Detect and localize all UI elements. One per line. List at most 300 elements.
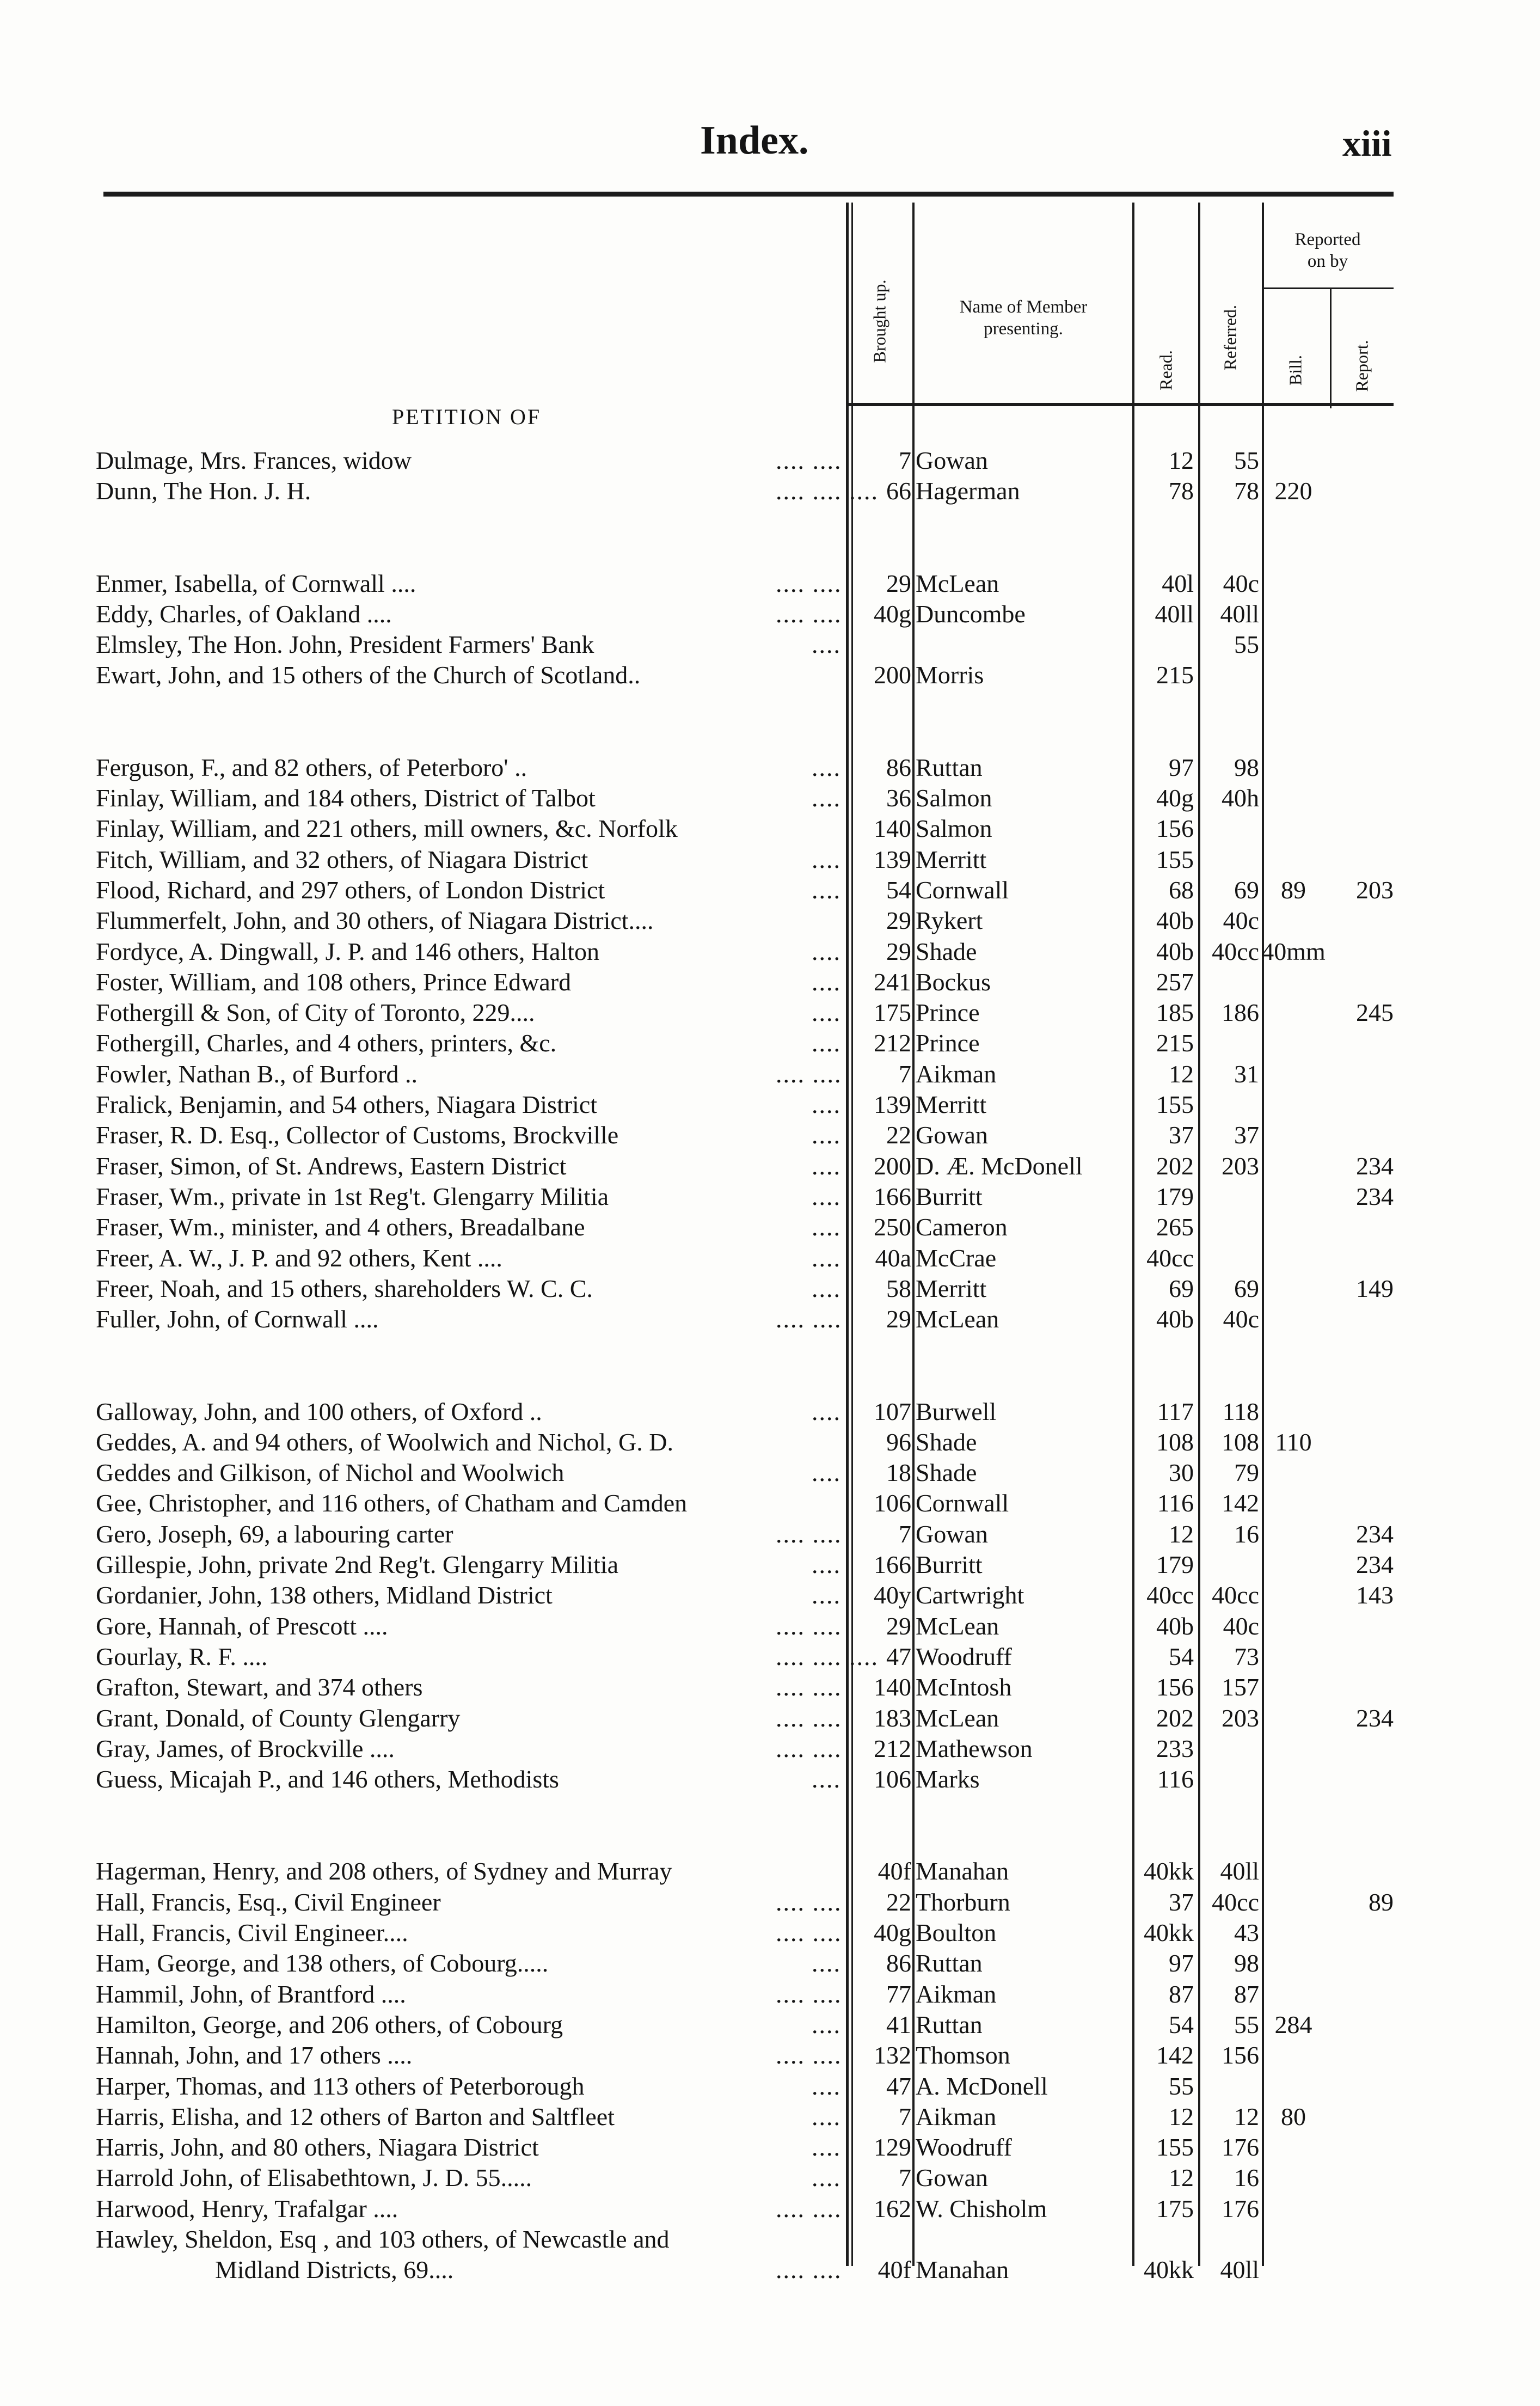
leader-dots: .... .... (776, 1704, 842, 1732)
petitioner-name: Eddy, Charles, of Oakland .... (96, 600, 392, 628)
petitioner-name: Geddes, A. and 94 others, of Woolwich and Nichol, G. D. (96, 1428, 673, 1456)
referred-page: 69 (1234, 876, 1259, 904)
bill-page: 89 (1281, 876, 1306, 904)
brought-up-page: 29 (886, 938, 911, 965)
brought-up-page: 77 (886, 1980, 911, 2008)
read-page: 155 (1156, 846, 1194, 873)
brought-up-page: 183 (874, 1704, 911, 1732)
table-row (0, 1672, 1540, 1703)
brought-up-page: 86 (886, 754, 911, 781)
petitioner-name: Galloway, John, and 100 others, of Oxford .. (96, 1398, 542, 1425)
member-presenting: Cornwall (916, 876, 1009, 904)
referred-page: 203 (1222, 1704, 1259, 1732)
petitioner-name: Dulmage, Mrs. Frances, widow (96, 446, 412, 474)
member-presenting: Shade (916, 1459, 977, 1486)
leader-dots: .... (812, 846, 841, 873)
leader-dots: .... (812, 630, 841, 658)
leader-dots: .... (812, 1213, 841, 1241)
read-page: 12 (1169, 2164, 1194, 2191)
brought-up-page: 212 (874, 1029, 911, 1057)
leader-dots: .... (812, 2164, 841, 2191)
referred-page: 87 (1234, 1980, 1259, 2008)
member-presenting: McIntosh (916, 1673, 1012, 1701)
brought-up-page: 18 (886, 1459, 911, 1486)
table-row (0, 599, 1540, 629)
table-row (0, 1519, 1540, 1550)
read-page: 55 (1169, 2072, 1194, 2100)
petitioner-name: Hall, Francis, Esq., Civil Engineer (96, 1888, 441, 1916)
petitioner-name: Ham, George, and 138 others, of Cobourg..... (96, 1949, 549, 1977)
read-page: 155 (1156, 2133, 1194, 2161)
col-reported-line-1: Reported (1294, 230, 1361, 249)
referred-page: 40ll (1220, 2256, 1259, 2283)
col-report: Report. (1352, 340, 1372, 392)
petitioner-name: Flummerfelt, John, and 30 others, of Niagara District.... (96, 907, 654, 934)
petitioner-name: Harper, Thomas, and 113 others of Peterborough (96, 2072, 585, 2100)
read-page: 40kk (1144, 1919, 1194, 1946)
brought-up-page: 40f (878, 1857, 911, 1885)
col-member-line-2: presenting. (984, 319, 1063, 339)
leader-dots: .... .... (776, 1888, 842, 1916)
brought-up-page: 29 (886, 570, 911, 597)
brought-up-page: 40a (875, 1244, 911, 1272)
referred-page: 40c (1223, 1305, 1259, 1333)
referred-page: 55 (1234, 2011, 1259, 2038)
table-row (0, 2040, 1540, 2071)
leader-dots: .... (812, 1551, 841, 1578)
table-row (0, 1458, 1540, 1488)
petitioner-name: Fothergill, Charles, and 4 others, printers, &c. (96, 1029, 557, 1057)
leader-dots: .... .... (776, 2195, 842, 2223)
table-row (0, 1181, 1540, 1212)
table-row (0, 752, 1540, 783)
leader-dots: .... (812, 2011, 841, 2038)
read-page: 40l (1162, 570, 1194, 597)
brought-up-page: 7 (899, 2164, 911, 2191)
leader-dots: .... (812, 1091, 841, 1118)
leader-dots: .... .... (776, 1612, 842, 1640)
petitioner-name: Finlay, William, and 184 others, District of Talbot (96, 784, 596, 812)
col-member-line-1: Name of Member (959, 297, 1088, 317)
table-row (0, 936, 1540, 967)
brought-up-page: 139 (874, 1091, 911, 1118)
brought-up-page: 140 (874, 815, 911, 842)
leader-dots: .... .... (776, 446, 842, 474)
leader-dots: .... (812, 1029, 841, 1057)
report-page: 149 (1356, 1275, 1394, 1302)
table-row (0, 1764, 1540, 1795)
referred-page: 40c (1223, 907, 1259, 934)
referred-page: 73 (1234, 1643, 1259, 1670)
petitioner-name: Fraser, Wm., private in 1st Reg't. Glengarry Militia (96, 1183, 609, 1210)
read-page: 155 (1156, 1091, 1194, 1118)
header-rule (846, 403, 1394, 406)
table-row (0, 1151, 1540, 1181)
table-row (0, 1948, 1540, 1979)
report-page: 143 (1356, 1581, 1394, 1609)
brought-up-page: 241 (874, 968, 911, 996)
brought-up-page: 96 (886, 1428, 911, 1456)
brought-up-page: 106 (874, 1489, 911, 1517)
member-presenting: Cameron (916, 1213, 1008, 1241)
brought-up-page: 29 (886, 907, 911, 934)
table-row (0, 1734, 1540, 1764)
brought-up-page: 7 (899, 1520, 911, 1548)
petitioner-name: Gray, James, of Brockville .... (96, 1735, 395, 1762)
member-presenting: Gowan (916, 1121, 988, 1149)
read-page: 40b (1156, 1305, 1194, 1333)
table-row (0, 2010, 1540, 2040)
table-row (0, 1979, 1540, 2010)
table-row (0, 844, 1540, 875)
brought-up-page: 7 (899, 2103, 911, 2130)
petitioner-name: Midland Districts, 69.... (215, 2256, 454, 2283)
report-page: 203 (1356, 876, 1394, 904)
petitioner-name: Harrold John, of Elisabethtown, J. D. 55..... (96, 2164, 532, 2191)
referred-page: 40ll (1220, 1857, 1259, 1885)
brought-up-page: 29 (886, 1305, 911, 1333)
petitioner-name: Finlay, William, and 221 others, mill owners, &c. Norfolk (96, 815, 678, 842)
report-page: 245 (1356, 999, 1394, 1026)
member-presenting: Thorburn (916, 1888, 1010, 1916)
leader-dots: .... (812, 968, 841, 996)
col-brought-up: Brought up. (869, 279, 889, 363)
table-row (0, 2102, 1540, 2132)
member-presenting: W. Chisholm (916, 2195, 1047, 2223)
member-presenting: Gowan (916, 1520, 988, 1548)
member-presenting: Duncombe (916, 600, 1026, 628)
table-row (0, 1918, 1540, 1948)
read-page: 117 (1157, 1398, 1194, 1425)
table-row (0, 1642, 1540, 1672)
read-page: 116 (1157, 1489, 1194, 1517)
table-row (0, 997, 1540, 1028)
petitioner-name: Fraser, Simon, of St. Andrews, Eastern District (96, 1152, 567, 1180)
read-page: 215 (1156, 661, 1194, 689)
member-presenting: Ruttan (916, 2011, 983, 2038)
member-presenting: Merritt (916, 1275, 987, 1302)
table-row (0, 568, 1540, 599)
read-page: 97 (1169, 1949, 1194, 1977)
brought-up-page: 40y (874, 1581, 911, 1609)
report-page: 89 (1369, 1888, 1394, 1916)
brought-up-page: 212 (874, 1735, 911, 1762)
read-page: 40b (1156, 938, 1194, 965)
table-row (0, 1397, 1540, 1427)
referred-page: 37 (1234, 1121, 1259, 1149)
read-page: 68 (1169, 876, 1194, 904)
member-presenting: Rykert (916, 907, 983, 934)
member-presenting: Thomson (916, 2041, 1010, 2069)
read-page: 156 (1156, 1673, 1194, 1701)
leader-dots: .... .... .... (776, 1643, 879, 1670)
read-page: 202 (1156, 1152, 1194, 1180)
table-row (0, 1059, 1540, 1089)
read-page: 12 (1169, 1060, 1194, 1088)
brought-up-page: 200 (874, 661, 911, 689)
table-row (0, 2132, 1540, 2163)
read-page: 142 (1156, 2041, 1194, 2069)
member-presenting: Mathewson (916, 1735, 1033, 1762)
table-row (0, 1427, 1540, 1458)
brought-up-page: 129 (874, 2133, 911, 2161)
read-page: 40cc (1146, 1581, 1194, 1609)
petitioner-name: Gee, Christopher, and 116 others, of Chatham and Camden (96, 1489, 688, 1517)
member-presenting: Woodruff (916, 1643, 1012, 1670)
brought-up-page: 40g (874, 1919, 911, 1946)
leader-dots: .... (812, 1121, 841, 1149)
leader-dots: .... (812, 876, 841, 904)
read-page: 12 (1169, 1520, 1194, 1548)
referred-page: 16 (1234, 1520, 1259, 1548)
petitioner-name: Fitch, William, and 32 others, of Niagara District (96, 846, 588, 873)
petitioner-name: Fordyce, A. Dingwall, J. P. and 146 others, Halton (96, 938, 600, 965)
read-page: 257 (1156, 968, 1194, 996)
referred-page: 186 (1222, 999, 1259, 1026)
read-page: 54 (1169, 2011, 1194, 2038)
table-row (0, 1703, 1540, 1734)
petitioner-name: Gero, Joseph, 69, a labouring carter (96, 1520, 453, 1548)
read-page: 156 (1156, 815, 1194, 842)
report-page: 234 (1356, 1520, 1394, 1548)
read-page: 179 (1156, 1183, 1194, 1210)
brought-up-page: 58 (886, 1275, 911, 1302)
header-rule (1262, 287, 1394, 289)
table-row (0, 1488, 1540, 1519)
col-reported-line-2: on by (1307, 252, 1348, 271)
leader-dots: .... (812, 1183, 841, 1210)
member-presenting: Prince (916, 999, 980, 1026)
member-presenting: Morris (916, 661, 984, 689)
column-rule (1330, 289, 1332, 408)
report-page: 234 (1356, 1152, 1394, 1180)
leader-dots: .... .... (776, 1520, 842, 1548)
leader-dots: .... (812, 1398, 841, 1425)
leader-dots: .... .... (776, 1980, 842, 2008)
petitioner-name: Elmsley, The Hon. John, President Farmers' Bank (96, 630, 594, 658)
referred-page: 43 (1234, 1919, 1259, 1946)
table-row (0, 660, 1540, 690)
read-page: 40b (1156, 1612, 1194, 1640)
brought-up-page: 140 (874, 1673, 911, 1701)
petitioner-name: Grant, Donald, of County Glengarry (96, 1704, 461, 1732)
table-row (0, 1304, 1540, 1334)
petitioner-name: Flood, Richard, and 297 others, of London District (96, 876, 605, 904)
bill-page: 40mm (1261, 938, 1326, 965)
referred-page: 40c (1223, 570, 1259, 597)
referred-page: 78 (1234, 477, 1259, 505)
table-row (0, 967, 1540, 997)
petitioner-name: Enmer, Isabella, of Cornwall .... (96, 570, 416, 597)
member-presenting: McLean (916, 1704, 999, 1732)
table-row (0, 1887, 1540, 1918)
table-row (0, 2224, 1540, 2255)
read-page: 40ll (1155, 600, 1194, 628)
member-presenting: Ruttan (916, 1949, 983, 1977)
member-presenting: Cartwright (916, 1581, 1024, 1609)
member-presenting: Cornwall (916, 1489, 1009, 1517)
member-presenting: Salmon (916, 815, 992, 842)
member-presenting: McLean (916, 1305, 999, 1333)
table-row (0, 1856, 1540, 1887)
petitioner-name: Gordanier, John, 138 others, Midland District (96, 1581, 553, 1609)
table-row (0, 783, 1540, 813)
table-row (0, 1028, 1540, 1058)
petitioner-name: Gourlay, R. F. .... (96, 1643, 268, 1670)
referred-page: 156 (1222, 2041, 1259, 2069)
brought-up-page: 86 (886, 1949, 911, 1977)
petitioner-name: Harris, Elisha, and 12 others of Barton and Saltfleet (96, 2103, 615, 2130)
member-presenting: Shade (916, 1428, 977, 1456)
brought-up-page: 66 (886, 477, 911, 505)
referred-page: 55 (1234, 446, 1259, 474)
read-page: 108 (1156, 1428, 1194, 1456)
read-page: 233 (1156, 1735, 1194, 1762)
table-row (0, 629, 1540, 660)
leader-dots: .... (812, 784, 841, 812)
read-page: 179 (1156, 1551, 1194, 1578)
petitioner-name: Geddes and Gilkison, of Nichol and Woolwich (96, 1459, 565, 1486)
read-page: 185 (1156, 999, 1194, 1026)
brought-up-page: 162 (874, 2195, 911, 2223)
referred-page: 31 (1234, 1060, 1259, 1088)
read-page: 175 (1156, 2195, 1194, 2223)
leader-dots: .... (812, 1581, 841, 1609)
brought-up-page: 29 (886, 1612, 911, 1640)
read-page: 40cc (1146, 1244, 1194, 1272)
read-page: 37 (1169, 1121, 1194, 1149)
table-row (0, 1243, 1540, 1274)
leader-dots: .... (812, 999, 841, 1026)
table-row (0, 2071, 1540, 2102)
member-presenting: Gowan (916, 2164, 988, 2191)
bill-page: 110 (1275, 1428, 1312, 1456)
member-presenting: Marks (916, 1765, 980, 1793)
referred-page: 40ll (1220, 600, 1259, 628)
brought-up-page: 250 (874, 1213, 911, 1241)
brought-up-page: 7 (899, 446, 911, 474)
col-bill: Bill. (1285, 354, 1305, 386)
petitioner-name: Dunn, The Hon. J. H. (96, 477, 311, 505)
read-page: 12 (1169, 446, 1194, 474)
brought-up-page: 22 (886, 1121, 911, 1149)
brought-up-page: 175 (874, 999, 911, 1026)
petitioner-name: Guess, Micajah P., and 146 others, Methodists (96, 1765, 559, 1793)
brought-up-page: 41 (886, 2011, 911, 2038)
report-page: 234 (1356, 1704, 1394, 1732)
read-page: 37 (1169, 1888, 1194, 1916)
petitioner-name: Harwood, Henry, Trafalgar .... (96, 2195, 398, 2223)
leader-dots: .... .... (776, 570, 842, 597)
referred-page: 142 (1222, 1489, 1259, 1517)
leader-dots: .... (812, 1244, 841, 1272)
table-row (0, 1212, 1540, 1242)
brought-up-page: 22 (886, 1888, 911, 1916)
referred-page: 40c (1223, 1612, 1259, 1640)
referred-page: 40cc (1212, 1888, 1259, 1916)
page-number: xiii (1342, 123, 1392, 164)
member-presenting: Merritt (916, 846, 987, 873)
member-presenting: McLean (916, 1612, 999, 1640)
member-presenting: A. McDonell (916, 2072, 1048, 2100)
leader-dots: .... .... (776, 1305, 842, 1333)
referred-page: 98 (1234, 1949, 1259, 1977)
member-presenting: Manahan (916, 1857, 1009, 1885)
referred-page: 40cc (1212, 938, 1259, 965)
member-presenting: McCrae (916, 1244, 997, 1272)
table-row (0, 445, 1540, 476)
member-presenting: Burwell (916, 1398, 997, 1425)
read-page: 54 (1169, 1643, 1194, 1670)
referred-page: 98 (1234, 754, 1259, 781)
leader-dots: .... (812, 2103, 841, 2130)
petitioner-name: Fralick, Benjamin, and 54 others, Niagara District (96, 1091, 598, 1118)
petitioner-name: Grafton, Stewart, and 374 others (96, 1673, 423, 1701)
petitioner-name: Freer, Noah, and 15 others, shareholders W. C. C. (96, 1275, 593, 1302)
petitioner-name: Hammil, John, of Brantford .... (96, 1980, 406, 2008)
petitioner-name: Hamilton, George, and 206 others, of Cobourg (96, 2011, 563, 2038)
leader-dots: .... (812, 1459, 841, 1486)
referred-page: 40h (1222, 784, 1259, 812)
leader-dots: .... (812, 2133, 841, 2161)
table-row (0, 1550, 1540, 1580)
petitioner-name: Fothergill & Son, of City of Toronto, 229.... (96, 999, 535, 1026)
referred-page: 118 (1222, 1398, 1259, 1425)
member-presenting: Ruttan (916, 754, 983, 781)
leader-dots: .... .... (776, 2256, 842, 2283)
petitioner-name: Gore, Hannah, of Prescott .... (96, 1612, 388, 1640)
table-row (0, 875, 1540, 905)
table-row (0, 813, 1540, 844)
table-row (0, 905, 1540, 936)
referred-page: 79 (1234, 1459, 1259, 1486)
petitioner-name: Hall, Francis, Civil Engineer.... (96, 1919, 408, 1946)
table-row (0, 1611, 1540, 1642)
top-rule (103, 192, 1394, 197)
brought-up-page: 40f (878, 2256, 911, 2283)
leader-dots: .... (812, 754, 841, 781)
referred-page: 108 (1222, 1428, 1259, 1456)
brought-up-page: 36 (886, 784, 911, 812)
read-page: 116 (1157, 1765, 1194, 1793)
table-row (0, 1580, 1540, 1611)
petitioner-name: Harris, John, and 80 others, Niagara District (96, 2133, 539, 2161)
col-read: Read. (1156, 350, 1176, 390)
brought-up-page: 166 (874, 1551, 911, 1578)
section-caption: PETITION OF (392, 405, 542, 429)
leader-dots: .... .... (776, 1060, 842, 1088)
brought-up-page: 47 (886, 1643, 911, 1670)
read-page: 40kk (1144, 1857, 1194, 1885)
table-row (0, 1089, 1540, 1120)
leader-dots: .... .... (776, 1735, 842, 1762)
leader-dots: .... (812, 2072, 841, 2100)
leader-dots: .... .... (776, 1673, 842, 1701)
brought-up-page: 132 (874, 2041, 911, 2069)
brought-up-page: 40g (874, 600, 911, 628)
leader-dots: .... .... (776, 1919, 842, 1946)
member-presenting: Gowan (916, 446, 988, 474)
member-presenting: McLean (916, 570, 999, 597)
table-row (0, 2255, 1540, 2285)
member-presenting: Woodruff (916, 2133, 1012, 2161)
read-page: 215 (1156, 1029, 1194, 1057)
referred-page: 69 (1234, 1275, 1259, 1302)
member-presenting: Aikman (916, 1060, 997, 1088)
member-presenting: Shade (916, 938, 977, 965)
petitioner-name: Ferguson, F., and 82 others, of Peterboro' .. (96, 754, 527, 781)
read-page: 97 (1169, 754, 1194, 781)
